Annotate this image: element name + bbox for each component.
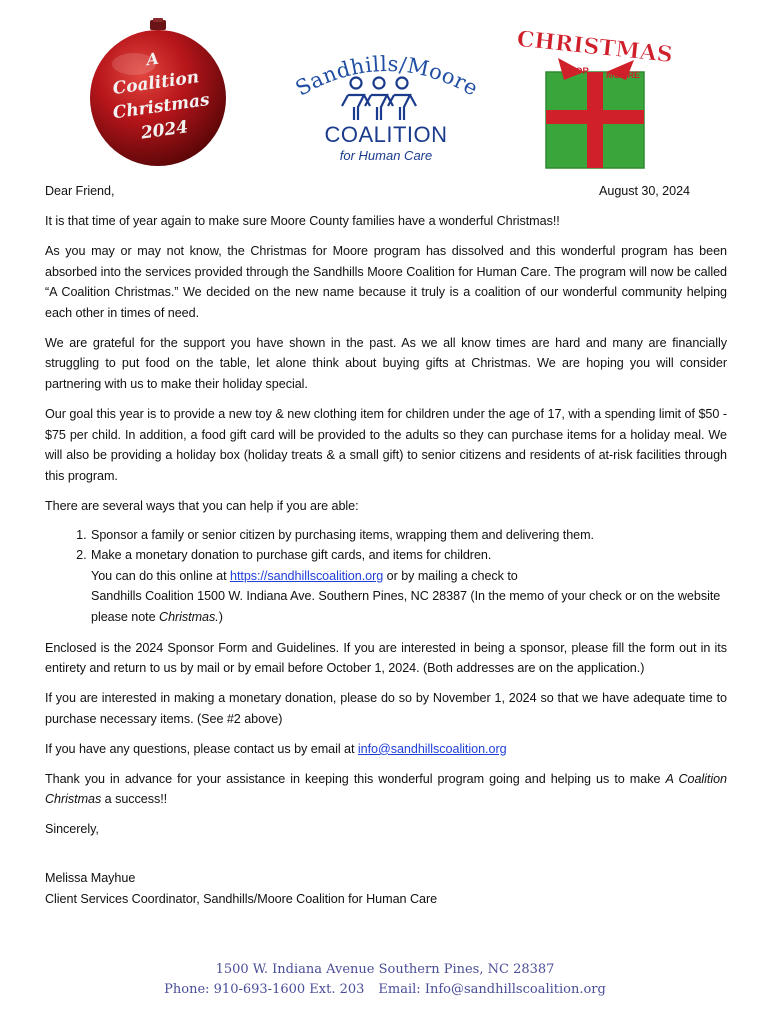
dateline	[45, 181, 727, 202]
gift-word-for: FOR	[570, 66, 589, 76]
memo-close: )	[218, 610, 223, 625]
people-icon	[342, 78, 416, 121]
svg-text:Sandhills/Moore	[292, 52, 483, 101]
logo-tagline: for Human Care	[339, 148, 433, 163]
mail-text: or by mailing a check to	[383, 568, 518, 583]
thanks-text: Thank you in advance for your assistance in keeping this wonderful program going and helping us to make	[45, 771, 666, 786]
footer-email: Email: Info@sandhillscoalition.org	[378, 982, 606, 997]
questions-text: If you have any questions, please contact us by email at	[45, 741, 358, 756]
ornament-line-1: A	[145, 48, 160, 70]
salutation: Dear Friend,	[45, 184, 115, 198]
ornament-line-2: Coalition	[111, 67, 201, 100]
logo-name-top: Sandhills/Moore	[291, 51, 483, 101]
gift-ribbon-horizontal	[546, 110, 644, 124]
closing: Sincerely,	[45, 822, 99, 837]
paragraph-intro: It is that time of year again to make sure Moore County families have a wonderful Christmas!!	[45, 213, 560, 228]
list-item	[90, 525, 727, 546]
memo-note: Christmas.	[159, 610, 219, 625]
paragraph-goal: Our goal this year is to provide a new toy & new clothing item for children under the age of 17, with a spending limit of $50 - $75 per child. In addition, a food gift card will be provided to the adults so they can purchase items for a holiday meal. We will also be providing a holiday box (holiday treats & a small gift) to senior citizens and residents of at-risk facilities through this program.	[45, 406, 727, 483]
ornament-line-4: 2024	[139, 117, 190, 144]
mailing-address: Sandhills Coalition 1500 W. Indiana Ave. Southern Pines, NC 28387 (In the memo of your check or on the website please note	[91, 589, 721, 625]
ornament-logo	[84, 18, 232, 168]
paragraph-questions	[45, 739, 727, 760]
paragraph-sponsor-form: Enclosed is the 2024 Sponsor Form and Guidelines. If you are interested in being a sponsor, please fill the form out in its entirety and return to us by mail or by email before October 1, 2024. (Both addresses are on the application.)	[45, 640, 727, 676]
footer	[0, 960, 770, 1000]
list-item	[90, 545, 727, 627]
program-name: A Coalition Christmas	[45, 771, 727, 807]
thanks-end: a success!!	[101, 792, 168, 807]
signer-title: Client Services Coordinator, Sandhills/Moore Coalition for Human Care	[45, 891, 438, 906]
online-text: You can do this online at	[91, 568, 230, 583]
gift-logo	[515, 24, 674, 170]
option-donation: Make a monetary donation to purchase gift cards, and items for children.	[91, 548, 492, 563]
logo-name-main: COALITION	[324, 122, 448, 147]
footer-address: 1500 W. Indiana Avenue Southern Pines, NC 28387	[215, 962, 555, 977]
paragraph-program-change: As you may or may not know, the Christmas for Moore program has dissolved and this wonderful program has been absorbed into the services provided through the Sandhills Moore Coalition for Human Care. The program will now be called “A Coalition Christmas.” We decided on the new name because it truly is a coalition of our wonderful community helping each other in times of need.	[45, 243, 727, 320]
gift-word-moore: MOORE	[606, 70, 641, 80]
gift-word-main: CHRISTMAS	[515, 25, 674, 69]
paragraph-donation-deadline: If you are interested in making a monetary donation, please do so by November 1, 2024 so that we have adequate time to purchase necessary items. (See #2 above)	[45, 691, 727, 726]
paragraph-gratitude: We are grateful for the support you have shown in the past. As we all know times are hard and many are financially struggling to put food on the table, let alone think about buying gifts at Christmas. We are hoping you will consider partnering with us to make their holiday special.	[45, 335, 727, 391]
coalition-logo	[286, 48, 486, 166]
footer-phone: Phone: 910-693-1600 Ext. 203	[164, 982, 365, 997]
email-link[interactable]: info@sandhillscoalition.org	[357, 741, 507, 756]
letter-body	[45, 181, 727, 910]
footer-contact	[0, 980, 770, 1000]
signer-name: Melissa Mayhue	[45, 871, 136, 886]
paragraph-thanks	[45, 769, 727, 810]
website-link[interactable]: https://sandhillscoalition.org	[229, 568, 384, 583]
help-options-list	[45, 525, 727, 628]
paragraph-ways-to-help: There are several ways that you can help if you are able:	[45, 498, 359, 513]
option-sponsor: Sponsor a family or senior citizen by purchasing items, wrapping them and delivering them.	[91, 527, 594, 542]
letter-date: August 30, 2024	[599, 184, 690, 198]
ornament-line-3: Christmas	[111, 89, 211, 124]
